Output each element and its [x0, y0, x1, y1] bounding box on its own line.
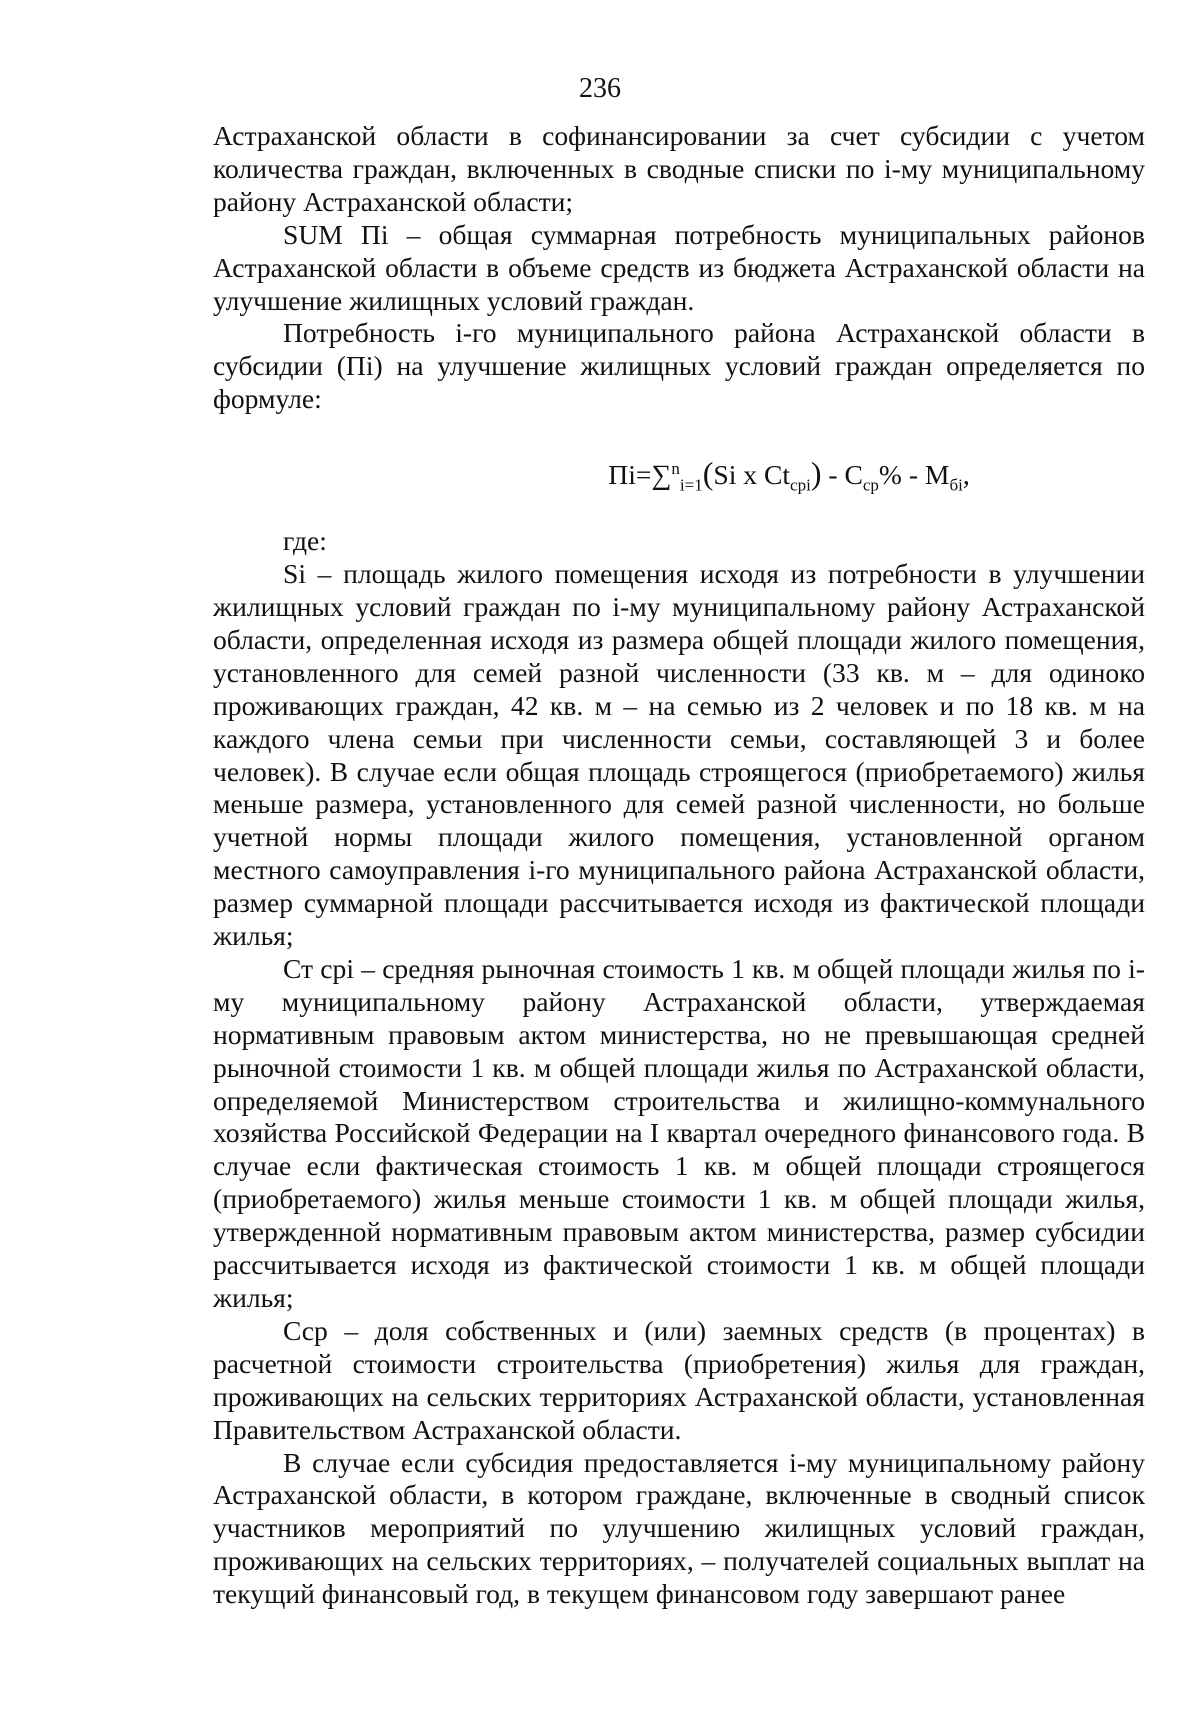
formula-lhs: Пi=: [608, 459, 652, 491]
formula-percent: %: [878, 459, 902, 491]
paragraph-sum-definition: SUM Пi – общая суммарная потребность муниципальных районов Астраханской области в объеме средств из бюджета Астраханской области на улучшение жилищных условий граждан.: [213, 218, 1145, 316]
page-number: 236: [579, 73, 621, 104]
paragraph-subsidy-case: В случае если субсидия предоставляется i-му муниципальному району Астраханской области, в котором граждане, включенные в сводный список участников мероприятий по улучшению жилищных условий граждан, проживающих на сельских территориях, – получателей социальных выплат на текущий финансовый год, в текущем финансовом году завершают ранее: [213, 1446, 1145, 1610]
sum-upper-limit: n: [671, 458, 680, 478]
formula: [213, 456, 1145, 493]
formula-term1: Si x Ct: [713, 459, 791, 491]
formula-close-paren: ): [810, 455, 822, 492]
paragraph-ct-definition: Ст срi – средняя рыночная стоимость 1 кв. м общей площади жилья по i-му муниципальному району Астраханской области, утверждаемая нормативным правовым актом министерства, но не превышающая средней рыночной стоимости 1 кв. м общей площади жилья по Астраханской области, определяемой Министерством строительства и жилищно-коммунального хозяйства Российской Федерации на I квартал очередного финансового года. В случае если фактическая стоимость 1 кв. м общей площади строящегося (приобретаемого) жилья меньше стоимости 1 кв. м общей площади жилья, утвержденной нормативным правовым актом министерства, размер субсидии рассчитывается исходя из фактической стоимости 1 кв. м общей площади жилья;: [213, 952, 1145, 1313]
paragraph-ccp-definition: Сср – доля собственных и (или) заемных средств (в процентах) в расчетной стоимости строительства (приобретения) жилья для граждан, проживающих на сельских территориях Астраханской области, установленная Правительством Астраханской области.: [213, 1314, 1145, 1445]
formula-minus-m: - M: [901, 459, 950, 491]
formula-open-paren: (: [702, 455, 714, 492]
formula-c-sub: cp: [862, 475, 879, 495]
formula-m-sub: бi: [949, 475, 963, 495]
sum-lower-limit: i=1: [679, 475, 703, 495]
document-body: [213, 120, 1145, 1611]
formula-sum: [651, 458, 702, 493]
formula-term1-sub: cpi: [790, 475, 811, 495]
paragraph-si-definition: Si – площадь жилого помещения исходя из потребности в улучшении жилищных условий граждан по i-му муниципальному району Астраханской области, определенная исходя из размера общей площади жилого помещения, установленного для семей разной численности (33 кв. м – для одиноко проживающих граждан, 42 кв. м – на семью из 2 человек и по 18 кв. м на каждого члена семьи при численности семьи, составляющей 3 и более человек). В случае если общая площадь строящегося (приобретаемого) жилья меньше размера, установленного для семей разной численности, но больше учетной нормы площади жилого помещения, установленной органом местного самоуправления i-го муниципального района Астраханской области, размер суммарной площади рассчитывается исходя из фактической площади жилья;: [213, 558, 1145, 952]
paragraph-continuation: Астраханской области в софинансировании за счет субсидии с учетом количества граждан, включенных в сводные списки по i-му муниципальному району Астраханской области;: [213, 120, 1145, 217]
formula-minus-c: - C: [821, 459, 863, 491]
paragraph-need-intro: Потребность i-го муниципального района Астраханской области в субсидии (Пi) на улучшение жилищных условий граждан определяется по формуле:: [213, 317, 1145, 415]
formula-trailing-comma: ,: [962, 459, 970, 491]
paragraph-where: где:: [283, 525, 327, 557]
sum-sign: ∑: [651, 460, 672, 492]
